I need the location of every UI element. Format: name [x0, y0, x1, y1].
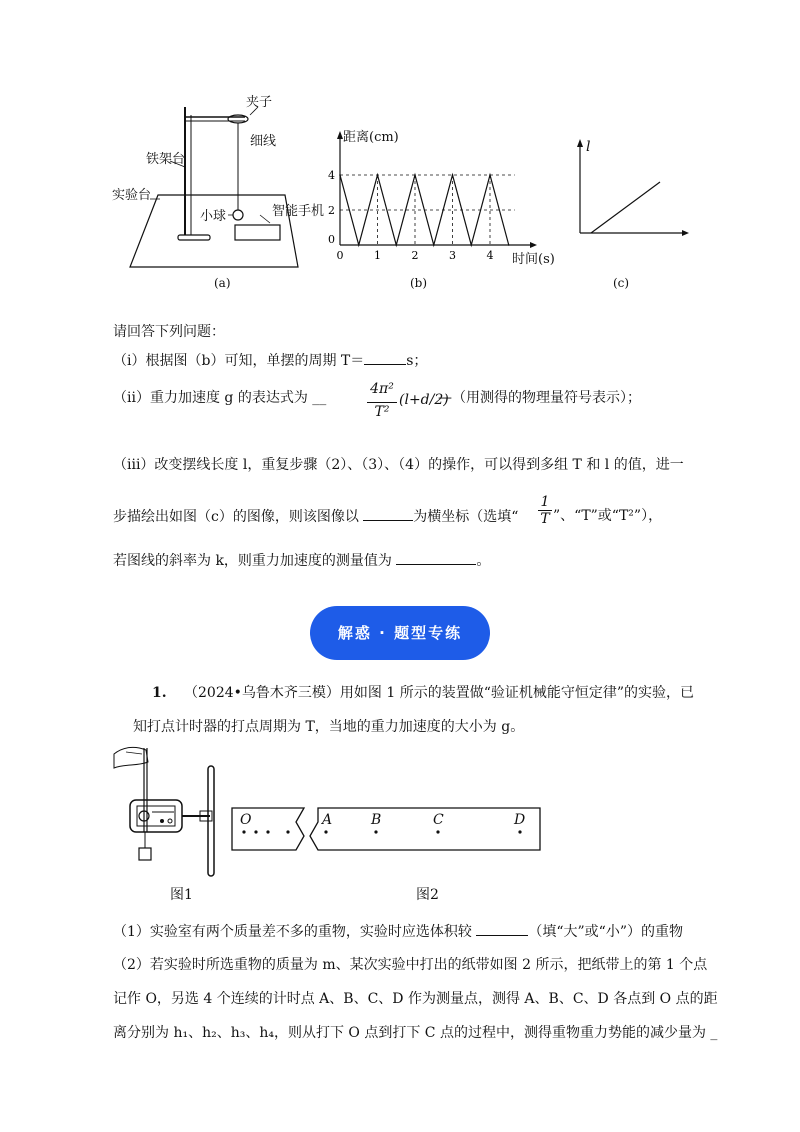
question-iii-line3: 若图线的斜率为 k，则重力加速度的测量值为 。: [113, 550, 490, 571]
problem-q2-line3: 离分别为 h₁、h₂、h₃、h₄，则从打下 O 点到打下 C 点的过程中，测得重物重力势能的减少量为 _: [113, 1025, 718, 1041]
chart-b-xtick-2: 2: [411, 249, 419, 262]
figure-1-apparatus: [112, 742, 232, 882]
problem-q2-line1: （2）若实验时所选重物的质量为 m、某次实验中打出的纸带如图 2 所示，把纸带上的第 1 个点: [113, 957, 708, 973]
problem-number: 1.: [152, 685, 167, 701]
formula-paren: (l+d/2): [399, 392, 449, 408]
formula-numerator: 4π²: [370, 381, 394, 397]
figure-2-paper-tape: [228, 800, 548, 860]
chart-b-point: [339, 174, 341, 176]
chart-b-point: [452, 174, 454, 176]
caption-c: (c): [613, 276, 630, 290]
tape-label-D: D: [514, 812, 526, 828]
tape-label-O: O: [240, 812, 252, 828]
problem-line1: （2024•乌鲁木齐三模）用如图 1 所示的装置做“验证机械能守恒定律”的实验，已: [184, 685, 695, 701]
questions-intro: 请回答下列问题：: [113, 324, 225, 340]
label-phone: 智能手机: [272, 204, 325, 219]
problem-line2: 知打点计时器的打点周期为 T，当地的重力加速度的大小为 g。: [133, 719, 525, 735]
tape-label-B: B: [371, 812, 382, 828]
chart-b-point: [489, 174, 491, 176]
caption-b: (b): [410, 276, 428, 290]
question-ii-suffix: —（用测得的物理量符号表示）；: [438, 390, 641, 406]
question-iii-line2: 步描绘出如图（c）的图像，则该图像以 为横坐标（选填“: [113, 506, 518, 527]
chart-b-point: [358, 244, 360, 246]
chart-b-point: [414, 174, 416, 176]
figure-2-caption: 图2: [416, 887, 439, 903]
chart-b-point: [508, 244, 510, 246]
chart-b-ylabel: 距离(cm): [343, 130, 399, 145]
fraction-1-over-T: 1 T: [538, 494, 552, 527]
chart-b-xtick-1: 1: [374, 249, 381, 262]
question-iii-line1: （iii）改变摆线长度 l，重复步骤（2）、（3）、（4）的操作，可以得到多组 T 和 l 的值，进一: [113, 457, 684, 473]
formula-denominator: T²: [374, 404, 390, 420]
question-i: （i）根据图（b）可知，单摆的周期 T＝ s；: [113, 350, 427, 371]
chart-b-point: [470, 244, 472, 246]
label-table: 实验台: [112, 188, 152, 203]
section-badge: 解惑 · 题型专练: [310, 606, 490, 660]
caption-a: (a): [214, 276, 231, 290]
problem-q1: （1）实验室有两个质量差不多的重物，实验时应选体积较 （填“大”或“小”）的重物: [113, 921, 683, 942]
formula-g: [365, 381, 449, 431]
chart-b-point: [433, 244, 435, 246]
chart-b-ytick-2: 2: [328, 204, 335, 217]
label-clip: 夹子: [246, 95, 273, 110]
figure-c-l-graph: [565, 135, 695, 245]
chart-b-xtick-0: 0: [336, 249, 344, 262]
chart-b-ytick-4: 4: [328, 169, 335, 182]
chart-b-xlabel: 时间(s): [512, 252, 555, 267]
question-iii-line2-end: ”、“T”或“T²”），: [553, 508, 663, 524]
chart-b-point: [395, 244, 397, 246]
chart-b-ytick-0: 0: [328, 233, 335, 246]
figure-1-caption: 图1: [170, 887, 193, 903]
chart-b-xtick-4: 4: [486, 249, 494, 262]
chart-c-ylabel: l: [586, 139, 591, 155]
problem-q2-line2: 记作 O，另选 4 个连续的计时点 A、B、C、D 作为测量点，测得 A、B、C、D 各点到 O 点的距: [113, 991, 718, 1007]
tape-label-A: A: [322, 812, 333, 828]
chart-b-xtick-3: 3: [449, 249, 456, 262]
label-ball: 小球: [200, 209, 227, 224]
chart-b-point: [377, 174, 379, 176]
question-ii-prefix: （ii）重力加速度 g 的表达式为 __: [113, 390, 327, 406]
label-stand: 铁架台: [146, 152, 186, 167]
tape-label-C: C: [433, 812, 444, 828]
label-thread: 细线: [250, 134, 277, 149]
